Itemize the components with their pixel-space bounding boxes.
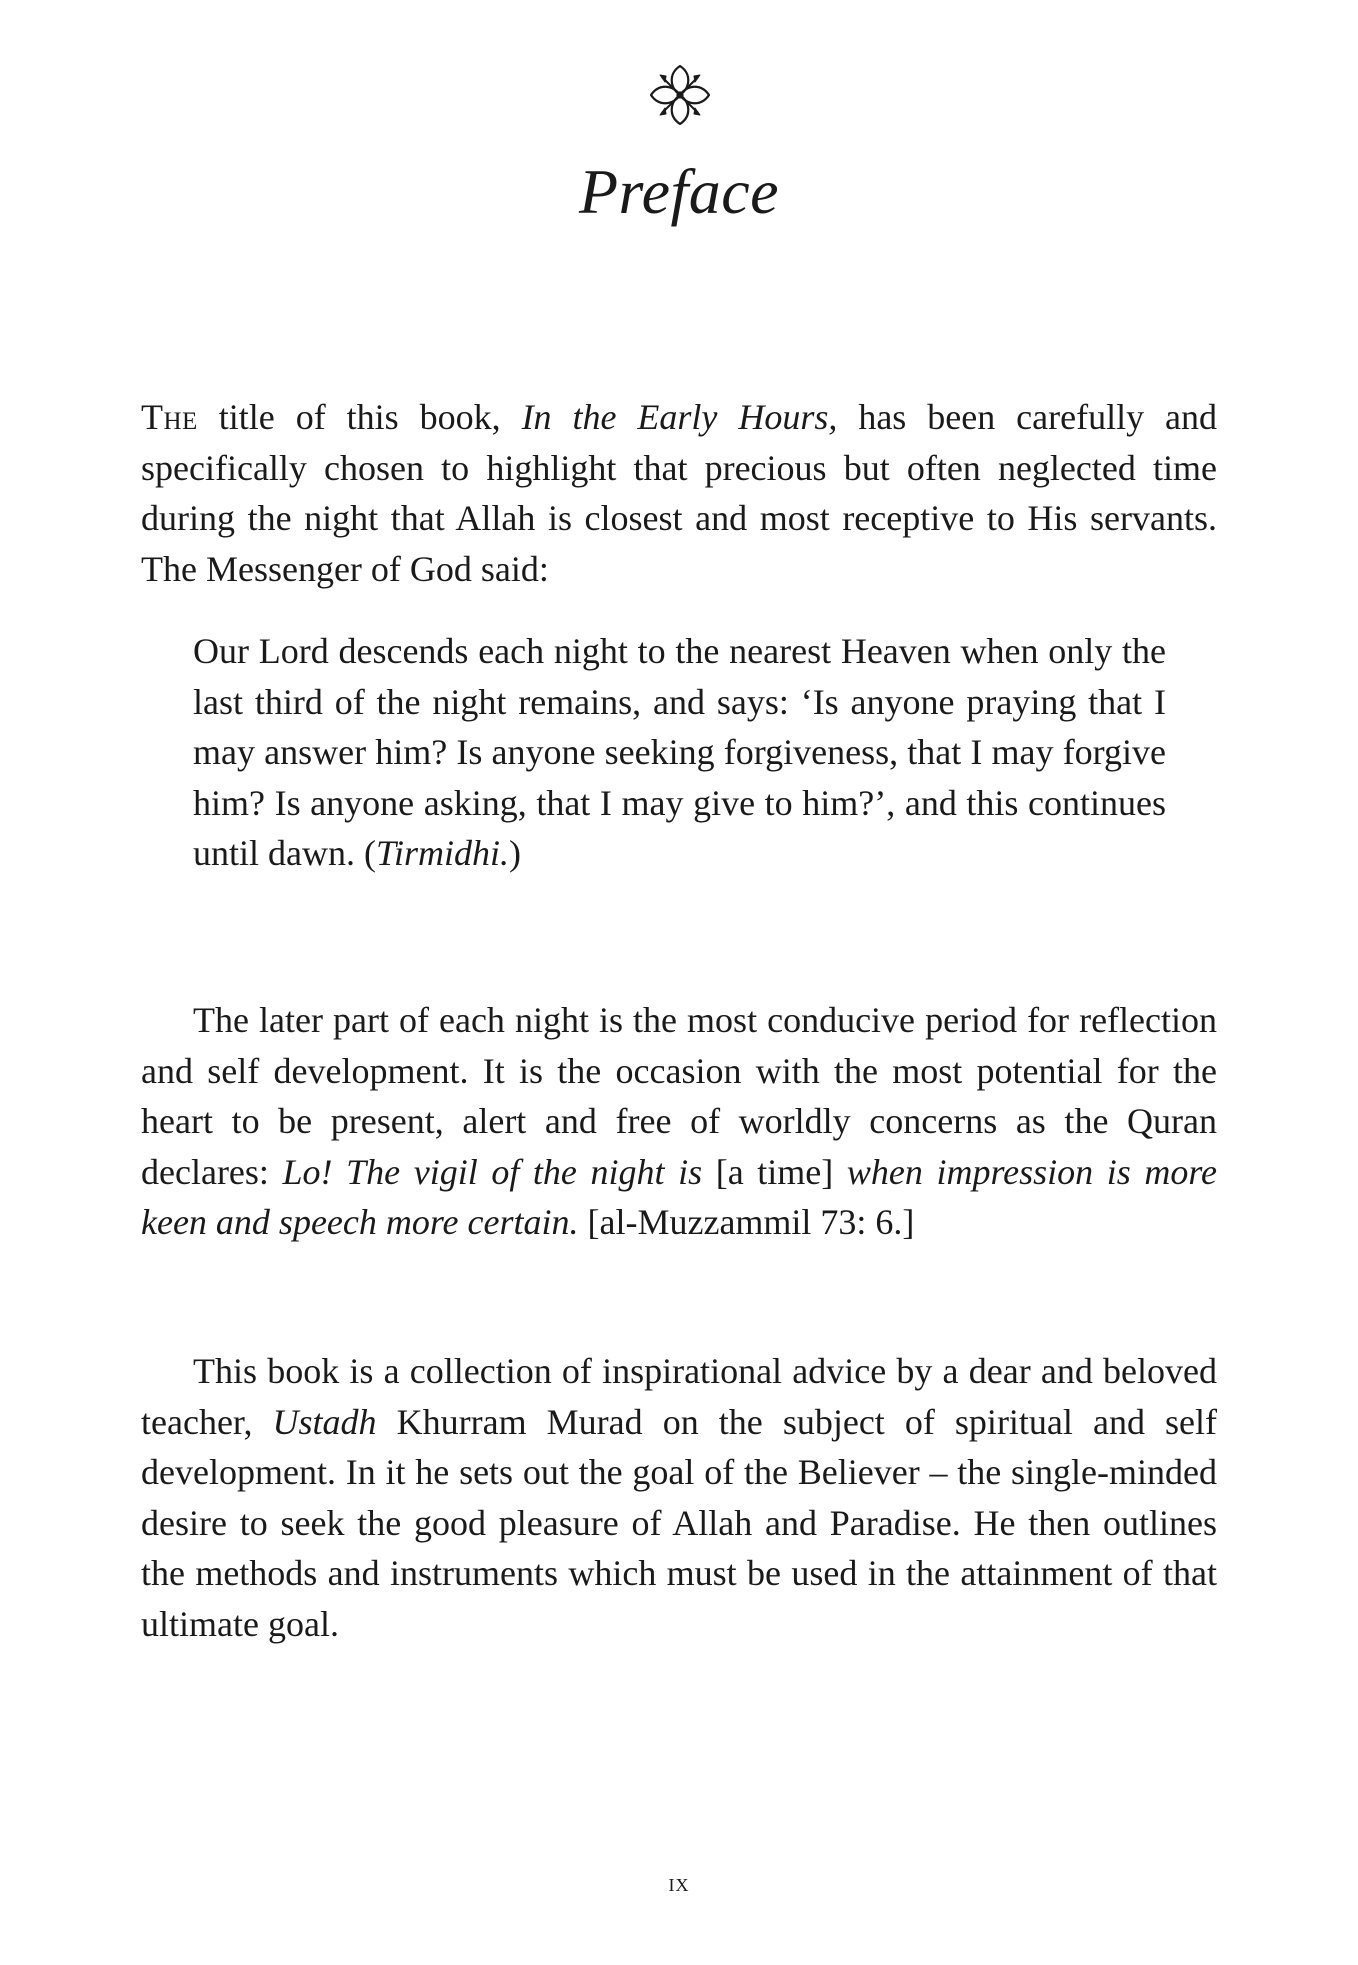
verse-part-a: Lo! The vigil of the night is [282, 1151, 703, 1192]
page-title: Preface [578, 156, 780, 227]
page-number: ix [668, 1868, 690, 1897]
verse-citation: [al-Muzzammil 73: 6.] [578, 1202, 915, 1242]
paragraph-3 [141, 1346, 1217, 1649]
verse-part-b: when impression is more keen and speech more certain. [141, 1151, 1218, 1242]
quote-source-close: ) [509, 833, 522, 873]
paragraph-1-text-a: title of this book, [197, 397, 522, 437]
verse-insert: [a time] [702, 1151, 847, 1192]
book-title: In the Early Hours, [521, 397, 838, 437]
paragraph-3-text-b: Khurram Murad on the subject of spiritual and self development. In it he sets out the goal of the Believer – the single-minded desire to seek the good pleasure of Allah and Paradise. He then outlines the methods and instruments which must be used in the attainment of that ultimate goal. [141, 1401, 1218, 1644]
quote-source: Tirmidhi. [375, 833, 510, 873]
quote-text: Our Lord descends each night to the nearest Heaven when only the last third of the night remains, and says: ‘Is anyone praying that I may answer him? Is anyone seeking forgiveness, that I may forgive him? Is anyone asking, that I may give to him?’, and this continues until dawn. [193, 631, 1166, 873]
honorific: Ustadh [272, 1401, 377, 1442]
paragraph-2 [141, 995, 1217, 1248]
paragraph-1-text-b: has been carefully and specifically chosen to highlight that precious but often neglected time during the night that Allah is closest and most receptive to His servants. The Messenger of God said: [141, 397, 1218, 589]
paragraph-2-text-a: The later part of each night is the most conducive period for reflection and self development. It is the occasion with the most potential for the heart to be present, alert and free of worldly concerns as the Quran declares: [141, 1000, 1217, 1192]
paragraph-3-text-a: This book is a collection of inspirational advice by a dear and beloved teacher, [141, 1351, 1217, 1442]
floral-ornament-icon [648, 62, 712, 128]
hadith-quote [193, 626, 1166, 879]
lead-small-caps: The [141, 397, 198, 437]
paragraph-1 [141, 392, 1217, 594]
quote-source-open: ( [363, 833, 376, 873]
